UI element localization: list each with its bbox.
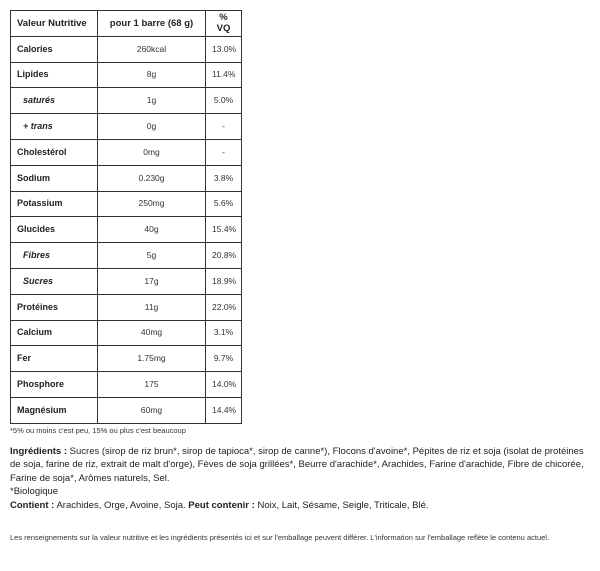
nutrient-amount: 11g: [98, 294, 206, 320]
header-daily-value: % VQ: [206, 11, 242, 37]
nutrient-amount: 175: [98, 372, 206, 398]
nutrition-rows: [11, 36, 242, 423]
nutrient-name: + trans: [11, 114, 98, 140]
ingredients-block: [10, 445, 590, 513]
nutrient-name: Potassium: [11, 191, 98, 217]
contains-text: Arachides, Orge, Avoine, Soja.: [54, 499, 186, 511]
nutrient-daily-value: 14.4%: [206, 397, 242, 423]
nutrient-amount: 8g: [98, 62, 206, 88]
nutrient-name: Sucres: [11, 268, 98, 294]
nutrient-amount: 40mg: [98, 320, 206, 346]
nutrient-name: Lipides: [11, 62, 98, 88]
nutrient-name: Calories: [11, 36, 98, 62]
nutrient-name: saturés: [11, 88, 98, 114]
allergens-line: [10, 499, 590, 513]
nutrient-amount: 1g: [98, 88, 206, 114]
table-row: [11, 372, 242, 398]
nutrient-amount: 0.230g: [98, 165, 206, 191]
nutrient-amount: 0mg: [98, 139, 206, 165]
nutrient-name: Fer: [11, 346, 98, 372]
header-serving: pour 1 barre (68 g): [98, 11, 206, 37]
table-row: [11, 62, 242, 88]
table-row: [11, 243, 242, 269]
table-header-row: [11, 11, 242, 37]
table-row: [11, 36, 242, 62]
nutrient-amount: 17g: [98, 268, 206, 294]
nutrient-daily-value: 18.9%: [206, 268, 242, 294]
nutrient-name: Cholestérol: [11, 139, 98, 165]
nutrient-daily-value: 13.0%: [206, 36, 242, 62]
nutrient-amount: 5g: [98, 243, 206, 269]
nutrient-name: Calcium: [11, 320, 98, 346]
table-row: [11, 217, 242, 243]
daily-value-footnote: *5% ou moins c'est peu, 15% ou plus c'est beaucoup: [10, 425, 186, 435]
table-row: [11, 191, 242, 217]
may-contain-text: Noix, Lait, Sésame, Seigle, Triticale, Blé.: [254, 499, 429, 511]
table-row: [11, 88, 242, 114]
nutrient-amount: 60mg: [98, 397, 206, 423]
nutrition-facts-table: [10, 10, 242, 424]
nutrient-daily-value: 9.7%: [206, 346, 242, 372]
nutrient-daily-value: 5.0%: [206, 88, 242, 114]
nutrient-daily-value: 15.4%: [206, 217, 242, 243]
nutrient-amount: 0g: [98, 114, 206, 140]
nutrient-amount: 250mg: [98, 191, 206, 217]
table-row: [11, 268, 242, 294]
nutrient-name: Sodium: [11, 165, 98, 191]
nutrient-daily-value: 14.0%: [206, 372, 242, 398]
table-row: [11, 397, 242, 423]
disclaimer: Les renseignements sur la valeur nutritive et les ingrédients présentés ici et sur l'emballage peuvent différer. L'information sur l'emballage reflète le contenu actuel.: [10, 533, 550, 543]
ingredients-label: Ingrédients :: [10, 445, 68, 457]
ingredients-text: Sucres (sirop de riz brun*, sirop de tapioca*, sirop de canne*), Flocons d'avoine*, Pépites de riz et soja (isolat de protéines de soja, farine de riz, extrait de malt d'orge), Fèves de soja grillées*, Beurre d'arachide*, Arachides, Farine d'arachide, Fibre de chicorée, Farine de soja*, Arômes naturels, Sel.: [10, 445, 584, 484]
table-row: [11, 165, 242, 191]
nutrient-amount: 260kcal: [98, 36, 206, 62]
nutrient-name: Glucides: [11, 217, 98, 243]
nutrient-daily-value: 20.8%: [206, 243, 242, 269]
nutrient-daily-value: 3.1%: [206, 320, 242, 346]
nutrient-name: Phosphore: [11, 372, 98, 398]
nutrient-name: Magnésium: [11, 397, 98, 423]
nutrient-daily-value: 5.6%: [206, 191, 242, 217]
nutrient-daily-value: 11.4%: [206, 62, 242, 88]
nutrient-daily-value: 22.0%: [206, 294, 242, 320]
table-row: [11, 139, 242, 165]
header-nutrient: Valeur Nutritive: [11, 11, 98, 37]
nutrient-name: Protéines: [11, 294, 98, 320]
nutrient-daily-value: 3.8%: [206, 165, 242, 191]
table-row: [11, 294, 242, 320]
nutrient-daily-value: -: [206, 114, 242, 140]
table-row: [11, 346, 242, 372]
table-row: [11, 114, 242, 140]
table-row: [11, 320, 242, 346]
ingredients-line: [10, 445, 590, 486]
may-contain-label: Peut contenir :: [188, 499, 255, 511]
nutrition-panel: [10, 10, 590, 543]
nutrient-amount: 40g: [98, 217, 206, 243]
nutrient-amount: 1.75mg: [98, 346, 206, 372]
nutrient-daily-value: -: [206, 139, 242, 165]
organic-note: *Biologique: [10, 486, 59, 498]
contains-label: Contient :: [10, 499, 55, 511]
nutrient-name: Fibres: [11, 243, 98, 269]
